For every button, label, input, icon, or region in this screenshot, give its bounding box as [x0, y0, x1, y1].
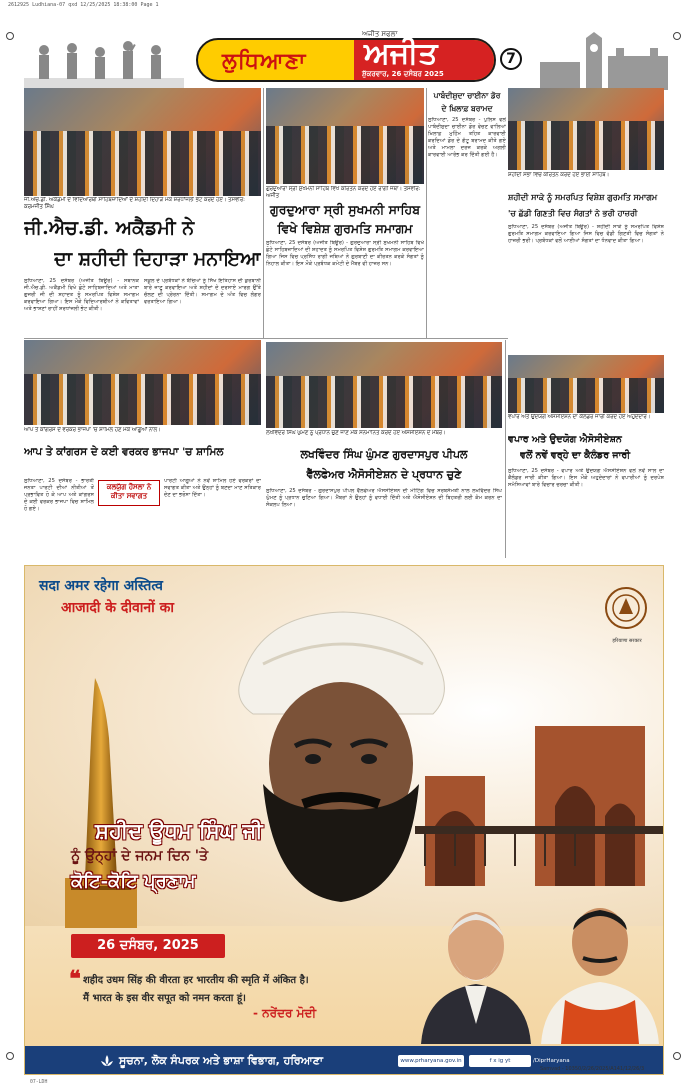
- photo-shaheedi-kirtan: [508, 88, 664, 170]
- photo-calendar-release: [508, 355, 664, 413]
- advertisement-udham-singh: [24, 565, 664, 1075]
- ad-footer-department: ਸੂਚਨਾ, ਲੋਕ ਸੰਪਰਕ ਅਤੇ ਭਾਸ਼ਾ ਵਿਭਾਗ, ਹਰਿਆਣਾ: [119, 1054, 324, 1067]
- clock-tower-icon: [540, 32, 668, 90]
- headline-china-door-line2: ਦੇ ਖ਼ਿਲਾਫ਼ ਬਰਾਮਦ: [441, 104, 493, 113]
- article-body: ਲੁਧਿਆਣਾ, 25 ਦਸੰਬਰ - ਵਪਾਰ ਅਤੇ ਉਦਯੋਗ ਐਸੋਸੀਏਸ਼ਨ ਵਲੋਂ ਨਵੇਂ ਸਾਲ ਦਾ ਕੈਲੰਡਰ ਜਾਰੀ ਕੀਤਾ ਗਿਆ। ਇਸ ਮੌਕੇ ਅਹੁਦੇਦਾਰਾਂ ਨੇ ਵਪਾਰੀਆਂ ਨੂੰ ਦਰਪੇਸ਼ ਸਮੱਸਿਆਵਾਂ ਬਾਰੇ ਵਿਚਾਰ ਚਰਚਾ ਕੀਤੀ।: [508, 468, 664, 488]
- leader-portrait-right: [535, 880, 664, 1044]
- masthead-city: ਲੁਧਿਆਣਾ: [222, 48, 307, 74]
- headline-shaheedi-saka-line2: 'ਚ ਛੱਡੀ ਗਿਣਤੀ ਵਿਚ ਸੰਗਤਾਂ ਨੇ ਭਰੀ ਹਾਜ਼ਰੀ: [508, 208, 638, 218]
- headline-calendar-line1: ਵਪਾਰ ਅਤੇ ਉਦਯੋਗ ਐਸੋਸੀਏਸ਼ਨ: [508, 434, 622, 445]
- quote-mark-icon: ❝: [69, 966, 81, 992]
- photo-students-tribute: [24, 88, 261, 196]
- ad-quote-line2: मैं भारत के इस वीर सपूत को नमन करता हूं।: [83, 993, 246, 1004]
- haryana-emblem-icon: [603, 584, 649, 638]
- ad-pranam: ਕੋਟਿ-ਕੋਟਿ ਪ੍ਰਣਾਮ: [71, 871, 196, 892]
- photo-caption: ਲਖਵਿੰਦਰ ਸਿੰਘ ਘੁੰਮਣ ਨੂੰ ਪ੍ਰਧਾਨ ਚੁਣੇ ਜਾਣ ਮੌਕੇ ਸਨਮਾਨਿਤ ਕਰਦੇ ਹੋਏ ਐਸੋਸੀਏਸ਼ਨ ਦੇ ਮੈਂਬਰ।: [266, 430, 446, 436]
- photo-caption: ਜੀ.ਐਚ.ਡੀ. ਅਕੈਡਮੀ ਦੇ ਵਿਦਿਆਰਥੀ ਸਾਹਿਬਜ਼ਾਦਿਆਂ ਦੇ ਸ਼ਹੀਦੀ ਦਿਹਾੜੇ ਮੌਕੇ ਸ਼ਰਧਾਂਜਲੀ ਭੇਟ ਕਰਦੇ ਹੋਏ। ਤਸਵੀਰ: ਕਰਮਜੀਤ ਸਿੰਘ: [24, 197, 245, 210]
- headline-ghd-academy-line2: ਦਾ ਸ਼ਹੀਦੀ ਦਿਹਾੜਾ ਮਨਾਇਆ: [54, 248, 261, 270]
- photo-caption: ਵਪਾਰ ਅਤੇ ਉਦਯੋਗ ਐਸੋਸੀਏਸ਼ਨ ਦਾ ਕੈਲੰਡਰ ਜਾਰੀ ਕਰਦੇ ਹੋਏ ਅਹੁਦੇਦਾਰ।: [508, 414, 651, 420]
- ad-reference-code: Samvad - 10350/2/26/2025/A141/12/26/3: [540, 1066, 645, 1072]
- masthead-tagline: ਅਜੀਤ ਸਫਲਾ: [362, 30, 398, 38]
- photo-association-president: [266, 342, 502, 428]
- emblem-label: हरियाणा सरकार: [612, 638, 642, 644]
- article-body: ਲੁਧਿਆਣਾ, 25 ਦਸੰਬਰ - ਭਾਰਤੀ ਜਨਤਾ ਪਾਰਟੀ ਦੀਆਂ ਨੀਤੀਆਂ ਤੋਂ ਪ੍ਰਭਾਵਿਤ ਹੋ ਕੇ ਆਪ ਅਤੇ ਕਾਂਗਰਸ ਦੇ ਕਈ ਵਰਕਰ ਭਾਜਪਾ ਵਿਚ ਸ਼ਾਮਿਲ ਹੋ ਗਏ।: [24, 478, 94, 512]
- ad-date: 26 ਦਸੰਬਰ, 2025: [71, 934, 225, 958]
- article-body: ਪਾਰਟੀ ਆਗੂਆਂ ਨੇ ਨਵੇਂ ਸ਼ਾਮਿਲ ਹੋਏ ਵਰਕਰਾਂ ਦਾ ਸਵਾਗਤ ਕੀਤਾ ਅਤੇ ਉਨ੍ਹਾਂ ਨੂੰ ਬਣਦਾ ਮਾਣ ਸਤਿਕਾਰ ਦੇਣ ਦਾ ਭਰੋਸਾ ਦਿੱਤਾ।: [164, 478, 261, 498]
- masthead: [0, 14, 687, 86]
- registration-mark-icon: [673, 1052, 681, 1060]
- highlight-box: ਕਲਯੁੱਗ ਹੌਸਲਾ ਨੇ ਕੀਤਾ ਸਵਾਗਤ: [98, 480, 160, 506]
- ad-quote-line1: शहीद उधम सिंह की वीरता हर भारतीय की स्मृति में अंकित है।: [83, 975, 309, 986]
- ad-tagline-line1: सदा अमर रहेगा अस्तित्व: [39, 578, 163, 594]
- article-body: ਲੁਧਿਆਣਾ, 25 ਦਸੰਬਰ - ਪੁਲਿਸ ਵਲੋਂ ਪਾਬੰਦੀਸ਼ੁਦਾ ਚਾਈਨਾ ਡੋਰ ਵੇਚਣ ਵਾਲਿਆਂ ਖ਼ਿਲਾਫ਼ ਮੁਹਿੰਮ ਤਹਿਤ ਕਾਰਵਾਈ ਕਰਦਿਆਂ ਡੋਰ ਦੇ ਗੱਟੂ ਬਰਾਮਦ ਕੀਤੇ ਗਏ ਅਤੇ ਮਾਮਲਾ ਦਰਜ ਕਰਕੇ ਅਗਲੀ ਕਾਰਵਾਈ ਆਰੰਭ ਕਰ ਦਿੱਤੀ ਗਈ ਹੈ।: [428, 117, 506, 158]
- ad-tagline-line2: आजादी के दीवानों का: [61, 600, 174, 616]
- headline-lakhwinder-line2: ਵੈੱਲਫੇਅਰ ਐਸੋਸੀਏਸ਼ਨ ਦੇ ਪ੍ਰਧਾਨ ਚੁਣੇ: [306, 468, 462, 481]
- ad-footer-handle: /DiprHaryana: [533, 1058, 570, 1064]
- lotus-logo-icon: [99, 1053, 115, 1069]
- masthead-date: ਸ਼ੁੱਕਰਵਾਰ, 26 ਦਸੰਬਰ 2025: [362, 70, 444, 78]
- headline-sukhmani-sahib-line1: ਗੁਰਦੁਆਰਾ ਸ੍ਰੀ ਸੁਖਮਨੀ ਸਾਹਿਬ: [270, 202, 420, 217]
- ad-subtitle: ਨੂੰ ਉਨ੍ਹਾਂ ਦੇ ਜਨਮ ਦਿਨ 'ਤੇ: [71, 848, 209, 864]
- article-body: ਲੁਧਿਆਣਾ, 25 ਦਸੰਬਰ - ਗੁਰਦਾਸਪੁਰ ਪੀਪਲ ਵੈੱਲਫੇਅਰ ਐਸੋਸੀਏਸ਼ਨ ਦੀ ਮੀਟਿੰਗ ਵਿਚ ਸਰਬਸੰਮਤੀ ਨਾਲ ਲਖਵਿੰਦਰ ਸਿੰਘ ਘੁੰਮਣ ਨੂੰ ਪ੍ਰਧਾਨ ਚੁਣਿਆ ਗਿਆ। ਮੈਂਬਰਾਂ ਨੇ ਉਨ੍ਹਾਂ ਨੂੰ ਵਧਾਈ ਦਿੱਤੀ ਅਤੇ ਐਸੋਸੀਏਸ਼ਨ ਦੀ ਬਿਹਤਰੀ ਲਈ ਕੰਮ ਕਰਨ ਦਾ ਸੰਕਲਪ ਲਿਆ।: [266, 488, 502, 508]
- article-body: ਲੁਧਿਆਣਾ, 25 ਦਸੰਬਰ (ਅਜੀਤ ਬਿਊਰੋ) - ਸ਼ਹੀਦੀ ਸਾਕੇ ਨੂੰ ਸਮਰਪਿਤ ਵਿਸ਼ੇਸ਼ ਗੁਰਮਤਿ ਸਮਾਗਮ ਕਰਵਾਇਆ ਗਿਆ ਜਿਸ ਵਿਚ ਵੱਡੀ ਗਿਣਤੀ ਵਿਚ ਸੰਗਤਾਂ ਨੇ ਹਾਜ਼ਰੀ ਭਰੀ। ਪ੍ਰਬੰਧਕਾਂ ਵਲੋਂ ਆਈਆਂ ਸੰਗਤਾਂ ਦਾ ਧੰਨਵਾਦ ਕੀਤਾ ਗਿਆ।: [508, 224, 664, 244]
- section-divider: [24, 338, 508, 339]
- soldier-statue-icon: [24, 38, 184, 88]
- headline-china-door-line1: ਪਾਬੰਦੀਸ਼ੁਦਾ ਚਾਈਨਾ ਡੋਰ: [433, 91, 501, 100]
- article-body: ਲੁਧਿਆਣਾ, 25 ਦਸੰਬਰ (ਅਜੀਤ ਬਿਊਰੋ) - ਸਥਾਨਕ ਜੀ.ਐਚ.ਡੀ. ਅਕੈਡਮੀ ਵਿਖੇ ਛੋਟੇ ਸਾਹਿਬਜ਼ਾਦਿਆਂ ਅਤੇ ਮਾਤਾ ਗੁਜਰੀ ਜੀ ਦੀ ਸ਼ਹਾਦਤ ਨੂੰ ਸਮਰਪਿਤ ਵਿਸ਼ੇਸ਼ ਸਮਾਗਮ ਕਰਵਾਇਆ ਗਿਆ। ਇਸ ਮੌਕੇ ਵਿਦਿਆਰਥੀਆਂ ਨੇ ਕਵਿਤਾਵਾਂ ਅਤੇ ਭਾਸ਼ਣਾਂ ਰਾਹੀਂ ਸ਼ਰਧਾਂਜਲੀ ਭੇਟ ਕੀਤੀ।: [24, 278, 139, 312]
- photo-kirtan-gurdwara: [266, 88, 424, 184]
- headline-calendar-line2: ਵਲੋਂ ਨਵੇਂ ਵਰ੍ਹੇ ਦਾ ਕੈਲੰਡਰ ਜਾਰੀ: [520, 450, 631, 461]
- headline-bjp-joining: ਆਪ ਤੇ ਕਾਂਗਰਸ ਦੇ ਕਈ ਵਰਕਰ ਭਾਜਪਾ 'ਚ ਸ਼ਾਮਿਲ: [24, 446, 224, 458]
- photo-bjp-joining: [24, 340, 261, 425]
- column-divider: [505, 340, 506, 558]
- headline-shaheedi-saka-line1: ਸ਼ਹੀਦੀ ਸਾਕੇ ਨੂੰ ਸਮਰਪਿਤ ਵਿਸ਼ੇਸ਼ ਗੁਰਮਤਿ ਸਮਾਗਮ: [508, 192, 658, 202]
- photo-caption: ਆਪ ਤੇ ਕਾਂਗਰਸ ਦੇ ਵਰਕਰ ਭਾਜਪਾ 'ਚ ਸ਼ਾਮਿਲ ਹੋਣ ਮੌਕੇ ਆਗੂਆਂ ਨਾਲ।: [24, 427, 161, 433]
- article-body: ਲੁਧਿਆਣਾ, 25 ਦਸੰਬਰ (ਅਜੀਤ ਬਿਊਰੋ) - ਗੁਰਦੁਆਰਾ ਸ੍ਰੀ ਸੁਖਮਨੀ ਸਾਹਿਬ ਵਿਖੇ ਛੋਟੇ ਸਾਹਿਬਜ਼ਾਦਿਆਂ ਦੀ ਸ਼ਹਾਦਤ ਨੂੰ ਸਮਰਪਿਤ ਵਿਸ਼ੇਸ਼ ਗੁਰਮਤਿ ਸਮਾਗਮ ਕਰਵਾਇਆ ਗਿਆ ਜਿਸ ਵਿਚ ਪ੍ਰਸਿੱਧ ਰਾਗੀ ਜਥਿਆਂ ਨੇ ਗੁਰਬਾਣੀ ਦਾ ਕੀਰਤਨ ਕਰਕੇ ਸੰਗਤਾਂ ਨੂੰ ਨਿਹਾਲ ਕੀਤਾ। ਇਸ ਮੌਕੇ ਪ੍ਰਬੰਧਕ ਕਮੇਟੀ ਦੇ ਮੈਂਬਰ ਵੀ ਹਾਜ਼ਰ ਸਨ।: [266, 240, 424, 267]
- photo-caption: ਗੁਰਦੁਆਰਾ ਸ੍ਰੀ ਸੁਖਮਨੀ ਸਾਹਿਬ ਵਿਖੇ ਕੀਰਤਨ ਕਰਦੇ ਹੋਏ ਰਾਗੀ ਜਥਾ। ਤਸਵੀਰ: ਅਜੀਤ: [266, 186, 421, 199]
- registration-mark-icon: [6, 1052, 14, 1060]
- masthead-brand: ਅਜੀਤ: [364, 36, 438, 71]
- column-divider: [263, 88, 264, 338]
- ad-footer-social-icons: f x ig yt: [469, 1055, 531, 1067]
- ad-title: ਸ਼ਹੀਦ ਊਧਮ ਸਿੰਘ ਜੀ: [95, 818, 263, 843]
- headline-ghd-academy-line1: ਜੀ.ਐਚ.ਡੀ. ਅਕੈਡਮੀ ਨੇ: [24, 217, 195, 239]
- print-info-bottom: 07-LDH: [30, 1080, 48, 1085]
- headline-lakhwinder-line1: ਲਖਵਿੰਦਰ ਸਿੰਘ ਘੁੰਮਣ ਗੁਰਦਾਸਪੁਰ ਪੀਪਲ: [300, 448, 468, 461]
- leader-portrait-left: [411, 884, 541, 1044]
- page-number: 7: [500, 48, 522, 70]
- ad-footer-website: www.prharyana.gov.in: [398, 1055, 464, 1067]
- historic-ruins-icon: [415, 676, 664, 896]
- ad-quote-author: - ਨਰੇਂਦਰ ਮੋਦੀ: [253, 1006, 317, 1020]
- print-info-top: 2612925 Ludhiana-07 qxd 12/25/2025 18:38:00 Page 1: [8, 2, 159, 8]
- headline-sukhmani-sahib-line2: ਵਿਖੇ ਵਿਸ਼ੇਸ਼ ਗੁਰਮਤਿ ਸਮਾਗਮ: [277, 221, 413, 236]
- article-body: ਸਕੂਲ ਦੇ ਪ੍ਰਬੰਧਕਾਂ ਨੇ ਬੱਚਿਆਂ ਨੂੰ ਸਿੱਖ ਇਤਿਹਾਸ ਦੀ ਕੁਰਬਾਨੀ ਬਾਰੇ ਜਾਣੂ ਕਰਵਾਇਆ ਅਤੇ ਸ਼ਹੀਦਾਂ ਦੇ ਦਰਸਾਏ ਮਾਰਗ ਉੱਤੇ ਚੱਲਣ ਦੀ ਪ੍ਰੇਰਨਾ ਦਿੱਤੀ। ਸਮਾਗਮ ਦੇ ਅੰਤ ਵਿਚ ਲੰਗਰ ਵਰਤਾਇਆ ਗਿਆ।: [144, 278, 261, 305]
- column-divider: [426, 88, 427, 338]
- photo-caption: ਸ਼ਹੀਦੀ ਸਭਾ ਵਿਚ ਕੀਰਤਨ ਕਰਦੇ ਹੋਏ ਭਾਈ ਸਾਹਿਬ।: [508, 172, 610, 178]
